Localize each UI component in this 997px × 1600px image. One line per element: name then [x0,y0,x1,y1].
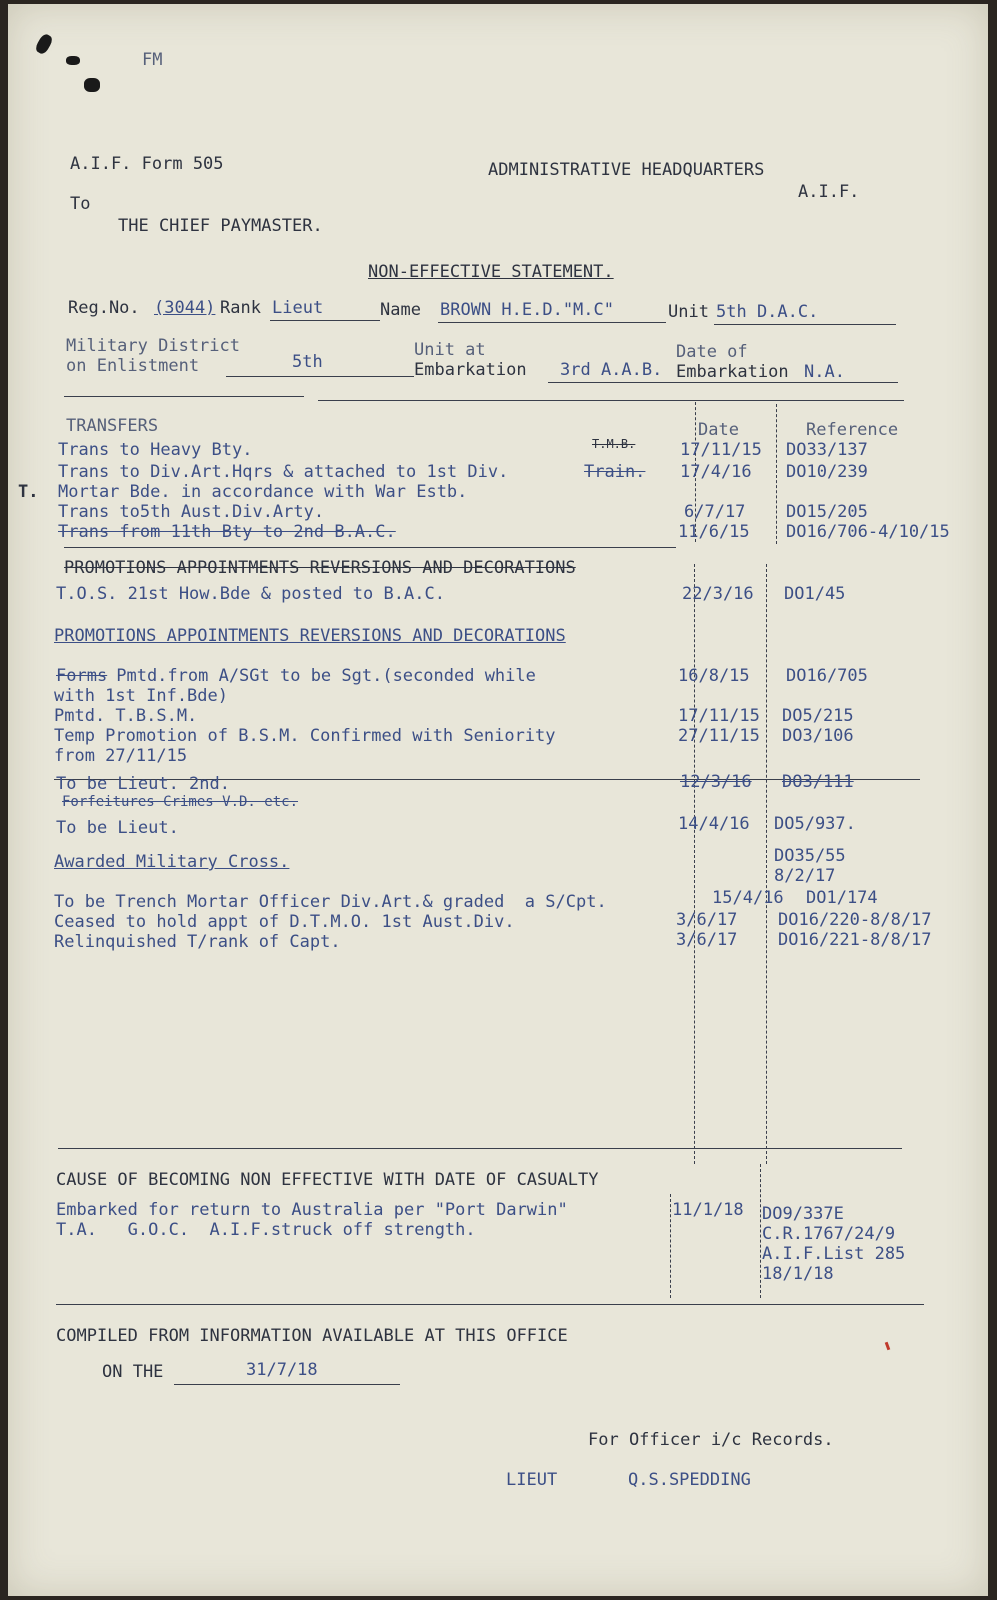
name-label: Name [380,300,421,320]
promotion-date: 16/8/15 [678,666,750,686]
promotion-text: To be Trench Mortar Officer Div.Art.& graded a S/Cpt. [54,892,607,912]
transfer-text: Mortar Bde. in accordance with War Estb. [58,482,468,502]
transfer-text: Trans to Heavy Bty. [58,440,253,460]
unit-rule [714,324,896,325]
transfer-strike: Train. [584,462,646,482]
cause-line2: T.A. G.O.C. A.I.F.struck off strength. [56,1220,476,1240]
transfer-text: Trans to Div.Art.Hqrs & attached to 1st Div. [58,462,509,482]
for-officer: For Officer i/c Records. [588,1430,834,1450]
district-label-1: Military District [66,336,240,356]
date-emb-label-2: Embarkation [676,362,789,382]
promotion-text: from 27/11/15 [54,746,188,766]
column-rule [766,564,767,1164]
section-rule [64,547,676,548]
section1-heading: PROMOTIONS APPOINTMENTS REVERSIONS AND DECORATIONS [64,558,576,578]
promotion-date: 12/3/16 [680,772,752,792]
promotion-ref-2: 8/2/17 [774,866,836,886]
promotion-text: Pmtd. T.B.S.M. [54,706,198,726]
district-rule [226,376,414,377]
unit-emb-label-2: Embarkation [414,360,527,380]
hq-line1: ADMINISTRATIVE HEADQUARTERS [488,160,765,180]
addressee: THE CHIEF PAYMASTER. [118,216,323,236]
signatory-rank: LIEUT [506,1470,558,1490]
form-number: A.I.F. Form 505 [70,154,224,174]
ink-blot [34,32,54,55]
promotion-date: 27/11/15 [678,726,760,746]
unit-emb-value: 3rd A.A.B. [560,360,663,380]
date-emb-value: N.A. [804,362,845,382]
section2-heading: PROMOTIONS APPOINTMENTS REVERSIONS AND DECORATIONS [54,626,566,646]
date-emb-label-1: Date of [676,342,748,362]
promotion-text: with 1st Inf.Bde) [54,686,228,706]
transfer-note: T.M.B. [592,437,636,451]
section-rule [56,1304,924,1305]
promotion-date: 17/11/15 [678,706,760,726]
unit-label: Unit [668,302,709,322]
cause-ref-3: A.I.F.List 285 [762,1244,906,1264]
promotion-text: To be Lieut. [56,818,179,838]
promotion-ref: DO16/221-8/8/17 [778,930,932,950]
unit-value: 5th D.A.C. [716,302,819,322]
section-rule [64,396,304,397]
promotion-text: Pmtd.from A/SGt to be Sgt.(seconded while [106,666,536,686]
rank-value: Lieut [272,298,324,318]
signatory-name: Q.S.SPEDDING [628,1470,751,1490]
promotion-text: Temp Promotion of B.S.M. Confirmed with Seniority [54,726,556,746]
promotion-struck: Forms [56,666,108,686]
column-rule [670,1194,671,1298]
reg-label: Reg.No. [68,298,140,318]
hq-line2: A.I.F. [798,182,860,202]
cause-date: 11/1/18 [672,1200,744,1220]
forfeitures-struck: Forfeitures Crimes V.D. etc. [62,794,299,810]
promotion-text: Relinquished T/rank of Capt. [54,932,341,952]
reg-number: (3044) [154,298,216,318]
promotion-ref: DO16/220-8/8/17 [778,910,932,930]
section1-date: 22/3/16 [682,584,754,604]
red-mark [885,1342,891,1351]
corner-mark: FM [142,50,163,70]
on-the-label: ON THE [102,1362,164,1382]
promotion-ref: DO5/215 [782,706,854,726]
date-heading: Date [698,420,739,440]
promotion-date: 3/6/17 [676,930,738,950]
promotion-text: Awarded Military Cross. [54,852,290,872]
name-rule [438,322,666,323]
compiled-date: 31/7/18 [246,1360,318,1380]
promotion-ref: DO35/55 [774,846,846,866]
emb-rule [548,382,898,383]
district-label-2: on Enlistment [66,356,200,376]
district-value: 5th [292,352,323,372]
ink-blot [66,56,80,65]
transfer-date: 17/4/16 [680,462,752,482]
cause-line1: Embarked for return to Australia per "Port Darwin" [56,1200,568,1220]
page-title: NON-EFFECTIVE STATEMENT. [368,262,614,282]
transfer-text: Trans from 11th Bty to 2nd B.A.C. [58,522,396,542]
ink-blot [84,78,100,92]
cause-ref-4: 18/1/18 [762,1264,834,1284]
transfer-ref: DO10/239 [786,462,868,482]
promotion-date: 14/4/16 [678,814,750,834]
promotion-text: To be Lieut. 2nd. [56,774,230,794]
promotion-ref: DO1/174 [806,888,878,908]
column-rule [694,564,695,1164]
document-page [8,4,988,1596]
cause-heading: CAUSE OF BECOMING NON EFFECTIVE WITH DATE OF CASUALTY [56,1170,599,1190]
promotion-date: 15/4/16 [712,888,784,908]
transfer-ref: DO15/205 [786,502,868,522]
promotion-ref: DO16/705 [786,666,868,686]
section-rule [58,1148,902,1149]
transfer-date: 11/6/15 [678,522,750,542]
rank-label: Rank [220,298,261,318]
name-value: BROWN H.E.D."M.C" [440,300,614,320]
to-label: To [70,194,91,214]
transfer-date: 17/11/15 [680,440,762,460]
transfer-date: 6/7/17 [684,502,746,522]
rank-rule [270,320,380,321]
transfer-text: Trans to5th Aust.Div.Arty. [58,502,325,522]
transfers-heading: TRANSFERS [66,416,159,436]
compiled-statement: COMPILED FROM INFORMATION AVAILABLE AT THIS OFFICE [56,1326,568,1346]
section1-ref: DO1/45 [784,584,846,604]
date-rule [174,1384,400,1385]
transfer-ref: DO16/706-4/10/15 [786,522,950,542]
promotion-text: Ceased to hold appt of D.T.M.O. 1st Aust.Div. [54,912,515,932]
transfer-ref: DO33/137 [786,440,868,460]
column-rule [776,404,777,544]
section1-text: T.O.S. 21st How.Bde & posted to B.A.C. [56,584,445,604]
promotion-date: 3/6/17 [676,910,738,930]
reference-heading: Reference [806,420,899,440]
cause-ref-1: DO9/337E [762,1204,844,1224]
cause-ref-2: C.R.1767/24/9 [762,1224,896,1244]
unit-emb-label-1: Unit at [414,340,486,360]
margin-mark: T. [18,482,39,502]
section-rule [318,400,904,401]
promotion-ref: DO5/937. [774,814,856,834]
promotion-ref: DO3/106 [782,726,854,746]
column-rule [760,1164,761,1298]
promotion-ref: DO3/111 [782,772,854,792]
